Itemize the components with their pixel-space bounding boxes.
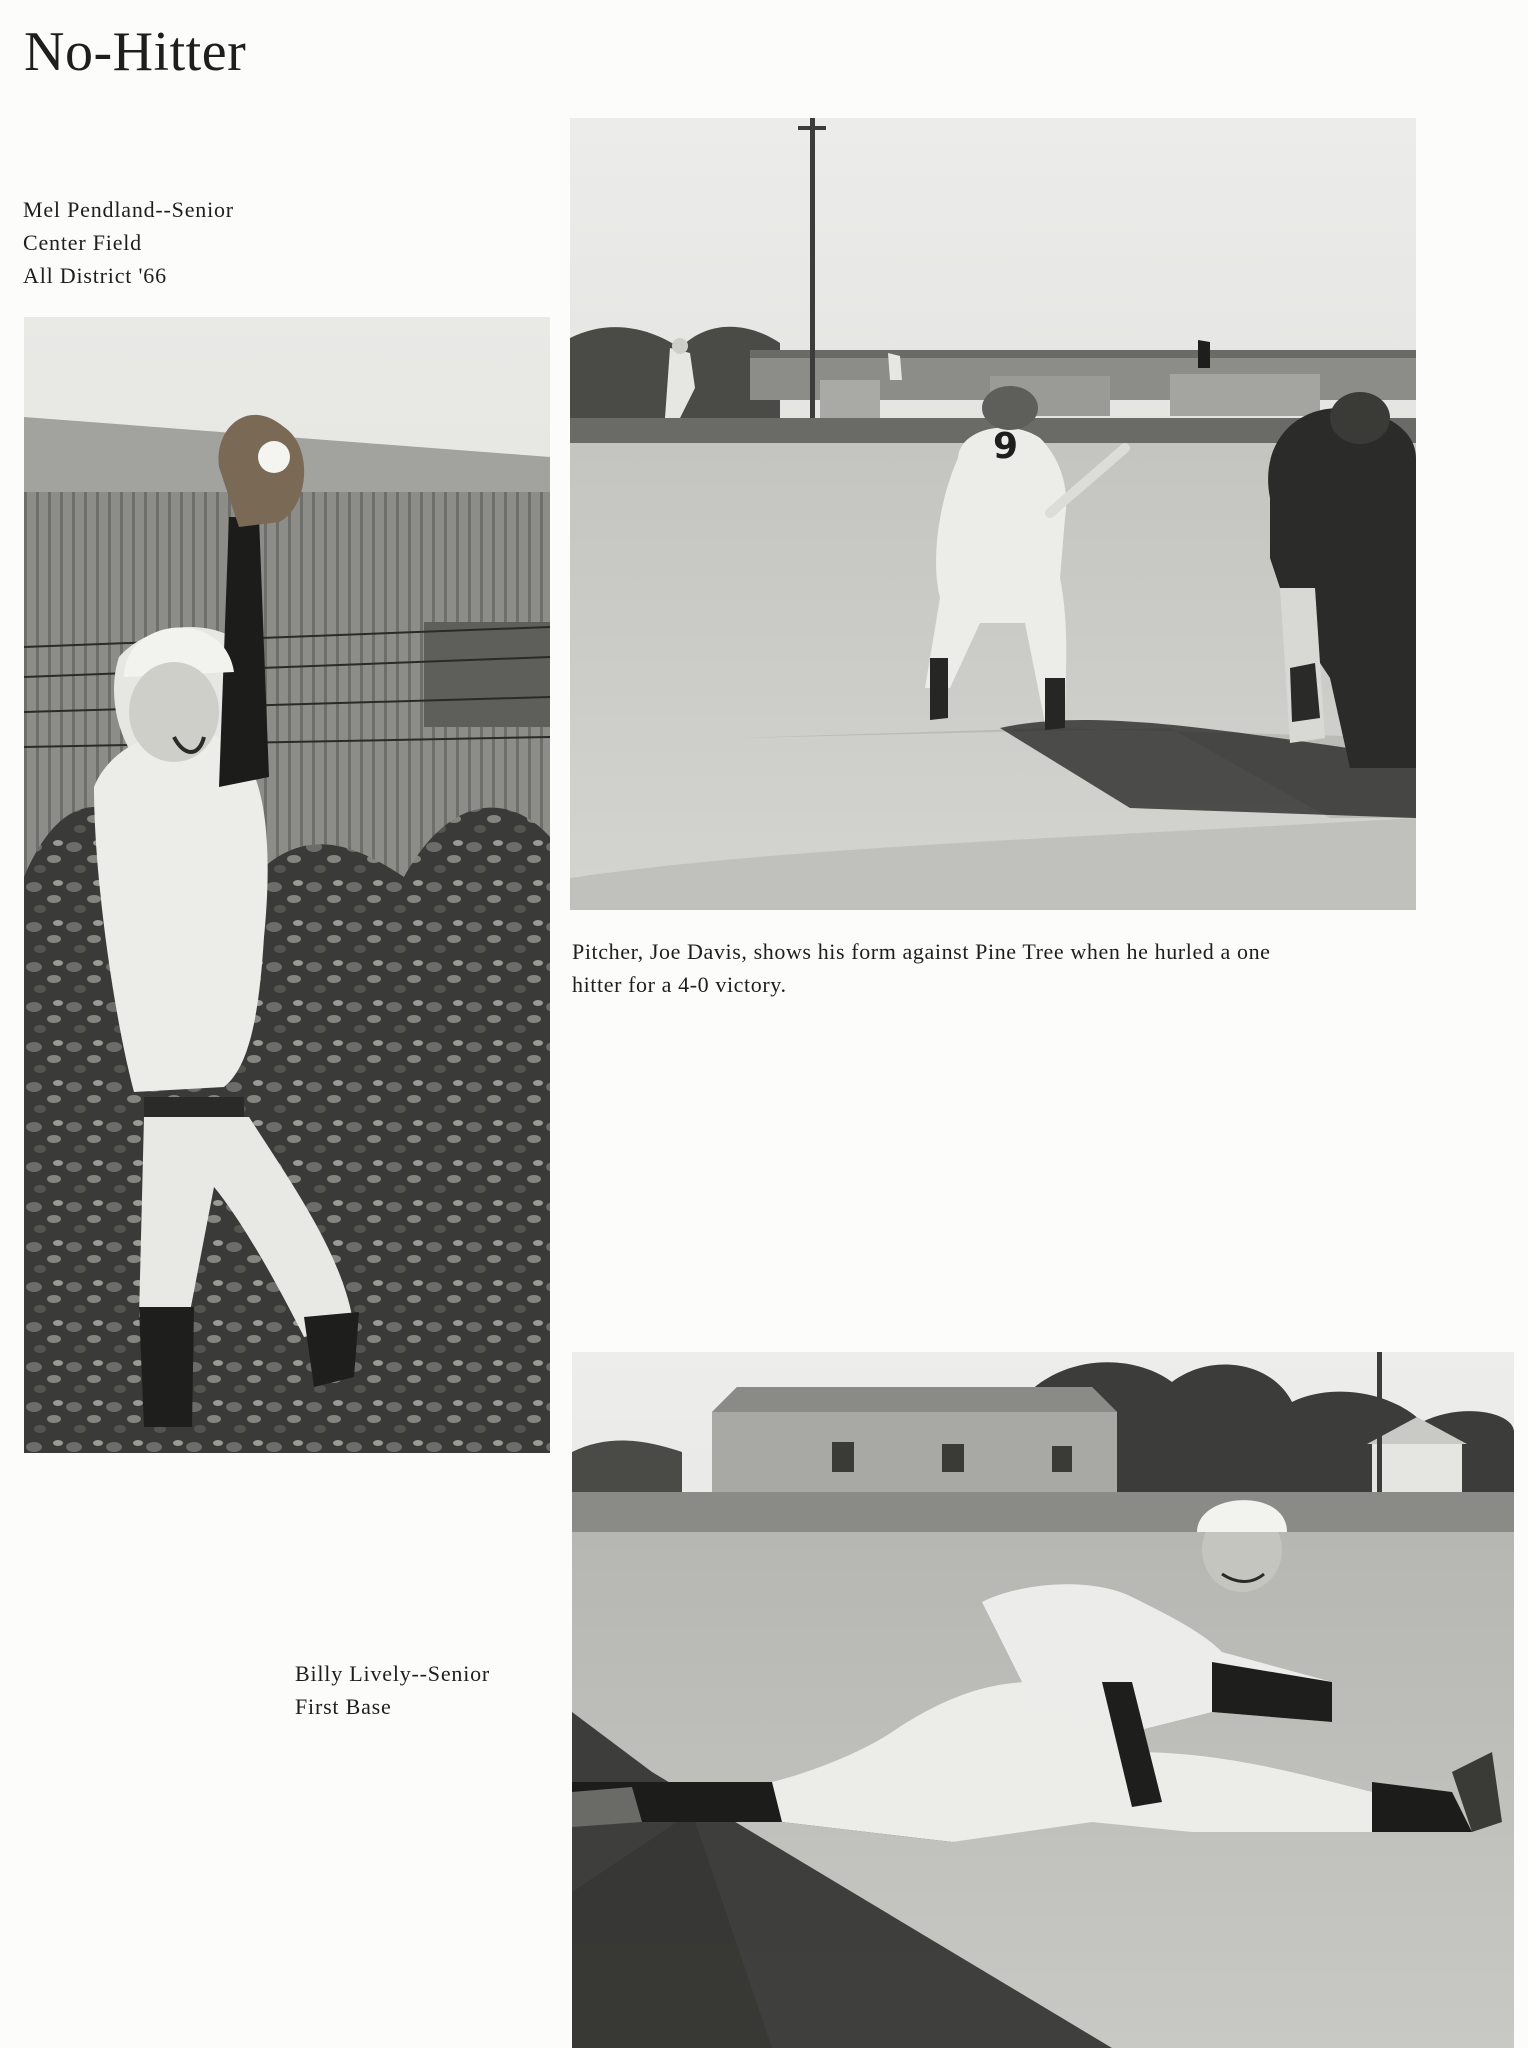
photo-pitcher-at-bat bbox=[570, 118, 1416, 910]
outfielder-photo-illustration bbox=[24, 317, 550, 1453]
caption-line: All District '66 bbox=[23, 263, 167, 288]
caption-line: Billy Lively--Senior bbox=[295, 1661, 491, 1686]
first-baseman-photo-illustration bbox=[572, 1352, 1514, 2048]
caption-line: First Base bbox=[295, 1694, 392, 1719]
caption-center-fielder bbox=[23, 193, 234, 292]
photo-first-baseman-stretch bbox=[572, 1352, 1514, 2048]
caption-line: Pitcher, Joe Davis, shows his form against Pine Tree when he hurled a one bbox=[572, 939, 1271, 964]
caption-line: Mel Pendland--Senior bbox=[23, 197, 234, 222]
caption-line: Center Field bbox=[23, 230, 142, 255]
photo-outfielder-catch bbox=[24, 317, 550, 1453]
caption-pitcher bbox=[572, 935, 1432, 1001]
page-title: No-Hitter bbox=[24, 21, 247, 83]
batter-jersey-number: 9 bbox=[993, 426, 1019, 467]
ballgame-photo-illustration bbox=[570, 118, 1416, 910]
caption-first-base bbox=[295, 1657, 490, 1723]
caption-line: hitter for a 4-0 victory. bbox=[572, 972, 787, 997]
